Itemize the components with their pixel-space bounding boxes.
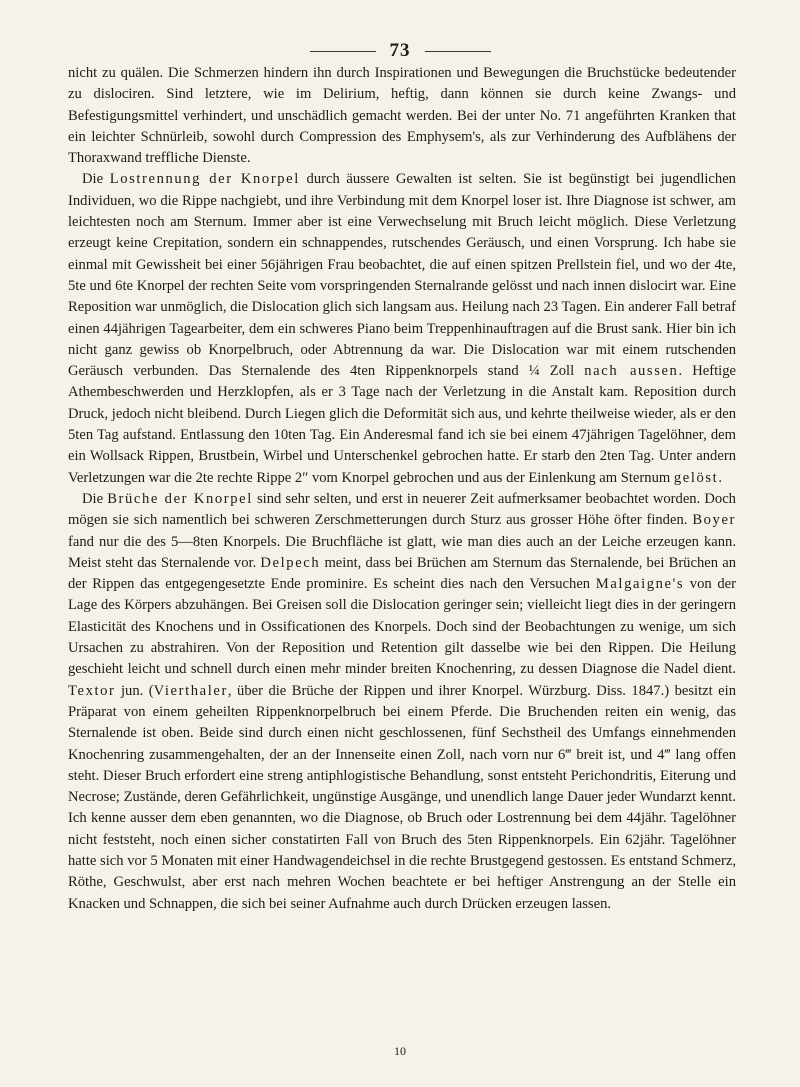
text-run: . [718, 469, 722, 486]
spaced-emphasis: Brüche der Knorpel [107, 490, 253, 507]
header-rule-left [310, 51, 376, 52]
paragraph-1 [68, 63, 736, 169]
text-run: meint, dass bei Brüchen am Sternum das Sternalende, bei Brüchen an der Rippen das entgegengesetzte Ende prominire. Es scheint dies nach den Versuchen [68, 554, 736, 593]
body-text [68, 63, 736, 915]
text-run: jun. ( [115, 682, 154, 699]
text-run: nicht zu quälen. Die Schmerzen hindern ihn durch Inspirationen und Bewegungen die Bruchstücke bedeutender zu dislociren. Sind letztere, wie im Delirium, heftig, dann können sie durch keine Zwangs- und Befestigungsmittel verhindert, und unschädlich gemacht werden. Bei der unter No. 71 angeführten Kranken that ein leichter Schnürleib, sowohl durch Compression des Emphysem's, als zur Verhinderung des Aufblähens der Thoraxwand treffliche Dienste. [68, 65, 736, 167]
spaced-emphasis: gelöst [673, 469, 719, 486]
text-run: sind sehr selten, und erst in neuerer Zeit aufmerksamer beobachtet worden. Doch mögen sie sich namentlich bei schweren Zerschmetterungen durch Sturz aus grosser Höhe öfter finden. [68, 490, 736, 529]
page-header [0, 40, 800, 62]
text-run: von der Lage des Körpers abzuhängen. Bei Greisen soll die Dislocation geringer sein; vielleicht liegt dies in der geringern Elasticität des Knochens und in Ossificationen des Knorpels. Doch sind der Beobachtungen zu wenige, um sich Ursachen zu abstrahiren. Von der Reposition und Retention gilt dasselbe wie bei den Rippen. Die Heilung geschieht leicht und schnell durch einen mehr minder breiten Knochenring, zu dessen Diagnose die Nadel dient. [68, 576, 736, 678]
text-run: Die [82, 171, 110, 188]
spaced-emphasis: Textor [68, 682, 116, 699]
spaced-emphasis: Malgaigne's [595, 576, 685, 593]
paragraph-2 [68, 169, 736, 488]
spaced-emphasis: Vierthaler [153, 682, 228, 699]
text-run: , über die Brüche der Rippen und ihrer Knorpel. Würzburg. Diss. 1847.) besitzt ein Präparat von einem geheilten Rippenknorpelbruch bei einem Pferde. Die Bruchenden reiten ein wenig, das Sternalende ist oben. Beide sind durch einen nicht geschlossenen, fünf Sechstheil des Umfangs einnehmenden Knochenring zusammengehalten, der an der Innenseite einen Zoll, nach vorn nur 6‴ breit ist, und 4‴ lang offen steht. Dieser Bruch erfordert eine streng antiphlogistische Behandlung, sonst entsteht Perichondritis, Eiterung und Necrose; Zustände, deren Gefährlichkeit, ungünstige Ausgänge, und unendlich lange Dauer jeder Wundarzt kennt. Ich kenne ausser dem eben genannten, wo die Diagnose, ob Bruch oder Lostrennung bei dem 44jähr. Tagelöhner nicht feststeht, noch einen sicher constatirten Fall von Bruch des 5ten Rippenknorpels. Ein 62jähr. Tagelöhner hatte sich vor 5 Monaten mit einer Handwagendeichsel in die rechte Brustgegend gestossen. Es entstand Schmerz, Röthe, Geschwulst, aber erst nach mehren Wochen beachtete er bei heftiger Anstrengung an der Stelle ein Knacken und Schnappen, die sich bei seiner Aufnahme auch durch Drücken erzeugen lassen. [68, 682, 736, 912]
text-run: durch äussere Gewalten ist selten. Sie ist begünstigt bei jugendlichen Individuen, wo die Rippe nachgiebt, und ihre Verbindung mit dem Knorpel loser ist. Ihre Diagnose ist schwer, am leichtesten noch am Sternum. Immer aber ist eine Verwechselung mit Bruch leicht möglich. Diese Verletzung erzeugt keine Crepitation, sondern ein schnappendes, rutschendes Geräusch, und einen Vorsprung. Ich habe sie einmal mit Gewissheit bei einer 56jährigen Frau beobachtet, die auf einen spitzen Prellstein fiel, und wo der 4te, 5te und 6te Knorpel der rechten Seite vom vorspringenden Sternalrande gelösst und nach innen dislocirt war. Eine Reposition war unmöglich, die Dislocation glich sich langsam aus. Heilung nach 23 Tagen. Ein anderer Fall betraf einen 44jährigen Tagearbeiter, dem ein schweres Piano beim Treppenhinauftragen auf die Brust sank. Hier bin ich nicht ganz gewiss ob Knorpelbruch, oder Abtrennung da war. Die Dislocation war mit einem rutschenden Geräusch verbunden. Das Sternalende des 4ten Rippenknorpels stand ¼ Zoll [68, 171, 736, 380]
page-number: 73 [389, 40, 411, 61]
paragraph-3 [68, 489, 736, 915]
text-run: . Heftige Athembeschwerden und Herzklopfen, als er 3 Tage nach der Verletzung in die Anstalt kam. Reposition durch Druck, jedoch nicht bleibend. Durch Liegen glich die Deformität sich aus, und kehrte theilweise wieder, als er den 5ten Tag aufstand. Entlassung den 10ten Tag. Ein Anderesmal fand ich sie bei einem 47jährigen Tagelöhner, dem ein Wollsack Rippen, Brustbein, Wirbel und Unterschenkel gebrochen hatte. Er starb den 2ten Tag. Unter andern Verletzungen war die 2te rechte Rippe 2″ vom Knorpel gebrochen und aus der Einlenkung am Sternum [68, 363, 736, 486]
spaced-emphasis: Lostrennung der Knorpel [109, 171, 300, 188]
text-run: fand nur die des 5—8ten Knorpels. Die Bruchfläche ist glatt, wie man dies auch an der Leiche erzeugen kann. Meist steht das Sternalende vor. [68, 533, 736, 571]
header-rule-right [425, 51, 491, 52]
spaced-emphasis: Delpech [260, 554, 321, 571]
spaced-emphasis: Boyer [692, 512, 736, 529]
text-run: Die [82, 490, 108, 507]
spaced-emphasis: nach aussen [584, 363, 679, 380]
sheet-signature: 10 [394, 1044, 406, 1058]
